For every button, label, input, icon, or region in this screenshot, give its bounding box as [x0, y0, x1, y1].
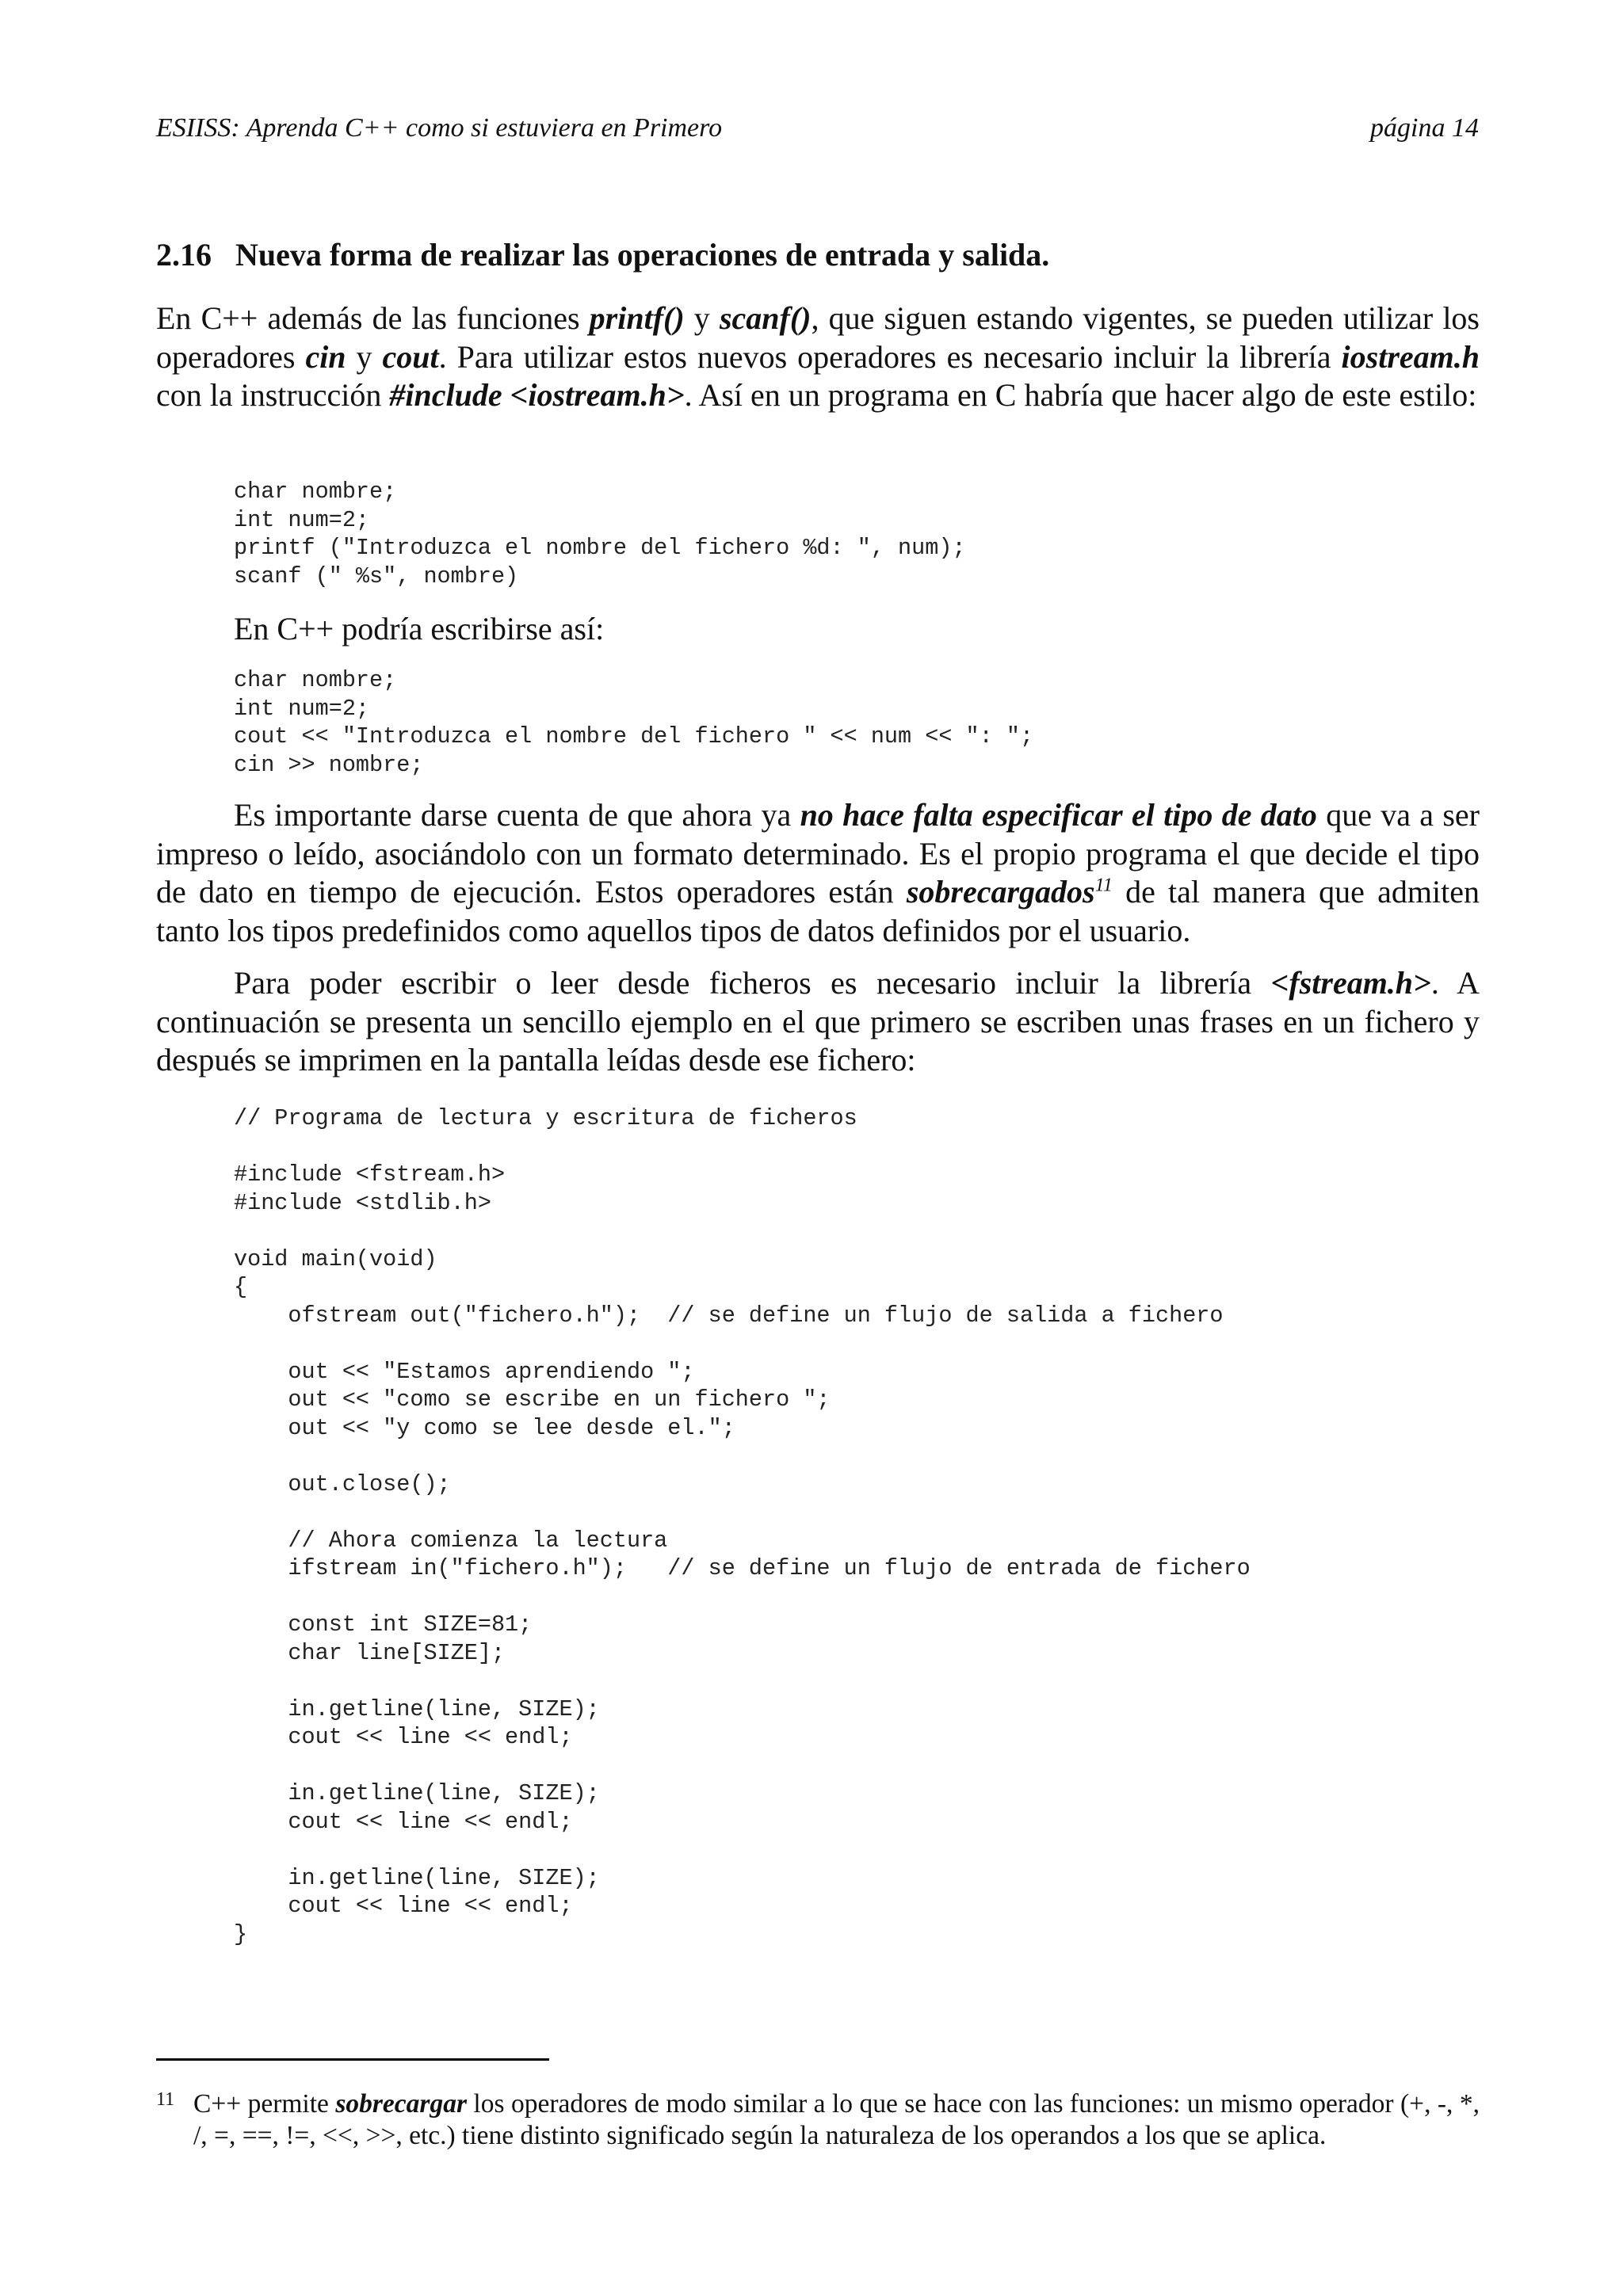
footnote-number: 11: [156, 2089, 175, 2110]
text-run: y: [346, 338, 383, 375]
section-title: Nueva forma de realizar las operaciones de entrada y salida.: [235, 237, 1050, 273]
emphasis-overload: sobrecargar: [335, 2089, 467, 2119]
text-run: Para poder escribir o leer desde ficheros es necesario incluir la librería: [234, 965, 1271, 1001]
text-run: Es importante darse cuenta de que ahora ya: [234, 797, 800, 833]
running-header-title: ESIISS: Aprenda C++ como si estuviera en Primero: [156, 113, 723, 143]
paragraph-cpp-intro: En C++ podría escribirse así:: [234, 611, 605, 646]
footnote-text: [193, 2088, 1480, 2152]
text-run: y: [684, 300, 720, 336]
text-run: los operadores de modo similar a lo que se hace con las funciones: un mismo operador (+, -, *, /, =, ==, !=, <<, >>, etc.) tiene distinto significado según la naturaleza de los operandos a los que se aplica.: [193, 2089, 1480, 2150]
page-number: página 14: [1370, 113, 1479, 143]
emphasis-cout: cout: [382, 338, 439, 375]
text-run: , que siguen estando vigentes, se pueden utilizar los operadores: [156, 300, 1480, 375]
text-run: . Para utilizar estos nuevos operadores es necesario incluir la librería: [438, 338, 1342, 375]
emphasis-include: #include <iostream.h>: [389, 377, 685, 413]
text-run: . Así en un programa en C habría que hacer algo de este estilo:: [684, 377, 1477, 413]
emphasis-type: no hace falta especificar el tipo de dato: [800, 797, 1317, 833]
section-number: 2.16: [156, 237, 212, 273]
text-run: . A continuación se presenta un sencillo ejemplo en el que primero se escriben unas frases en un fichero y después se imprimen en la pantalla leídas desde ese fichero:: [156, 965, 1480, 1077]
paragraph-type-note: [156, 796, 1480, 950]
footnote-reference: 11: [1094, 875, 1113, 896]
emphasis-overloaded: sobrecargados: [906, 874, 1095, 910]
text-run: C++ permite: [193, 2089, 336, 2119]
text-run: que va a ser impreso o leído, asociándolo con un formato determinado. Es el propio programa el que decide el tipo de dato en tiempo de ejecución. Estos operadores están: [156, 797, 1480, 910]
code-block-cpp: char nombre; int num=2; cout << "Introduzca el nombre del fichero " << num << ": "; cin >> nombre;: [234, 667, 1034, 778]
section-heading: [156, 236, 1049, 274]
code-block-file-example: // Programa de lectura y escritura de ficheros #include <fstream.h> #include <stdlib.h> void main(void) { ofstream out("fichero.h"); // se define un flujo de salida a fichero out << "Estamos aprendiendo "; out << "como se escribe en un fichero "; out << "y como se lee desde el."; out.close(); // Ahora comienza la lectura ifstream in("fichero.h"); // se define un flujo de entrada de fichero const int SIZE=81; char line[SIZE]; in.getline(line, SIZE); cout << line << endl; in.getline(line, SIZE); cout << line << endl; in.getline(line, SIZE); cout << line << endl; }: [234, 1105, 1251, 1947]
footnote-separator: [156, 2058, 549, 2061]
emphasis-cin: cin: [305, 338, 346, 375]
emphasis-printf: printf(): [589, 300, 685, 336]
text-run: En C++ además de las funciones: [156, 300, 590, 336]
emphasis-iostream: iostream.h: [1341, 338, 1480, 375]
paragraph-intro: [156, 299, 1480, 415]
code-block-c: char nombre; int num=2; printf ("Introduzca el nombre del fichero %d: ", num); scanf (" %s", nombre): [234, 479, 966, 589]
emphasis-fstream: <fstream.h>: [1270, 965, 1431, 1001]
emphasis-scanf: scanf(): [719, 300, 812, 336]
text-run: de tal manera que admiten tanto los tipos predefinidos como aquellos tipos de datos definidos por el usuario.: [156, 874, 1480, 948]
paragraph-fstream: [156, 964, 1480, 1080]
text-run: con la instrucción: [156, 377, 390, 413]
